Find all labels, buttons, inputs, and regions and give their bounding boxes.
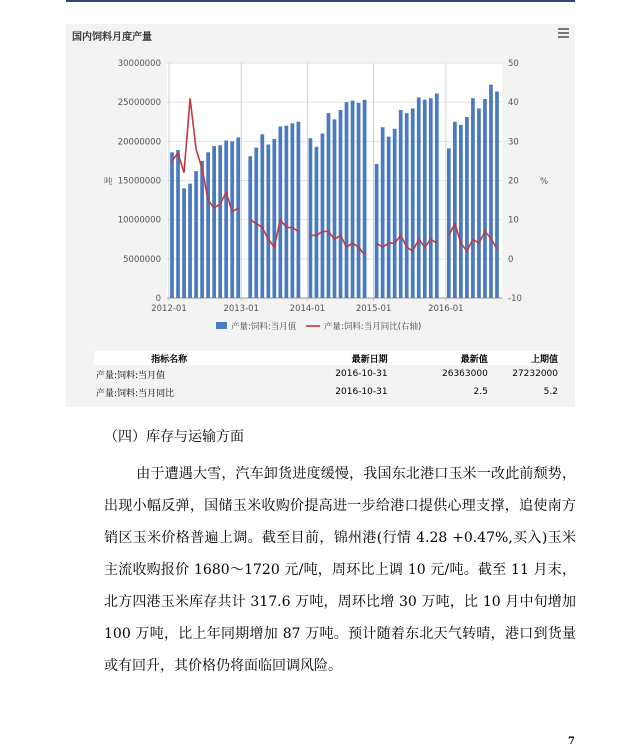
top-rule [66, 0, 575, 2]
bar-mark [393, 129, 397, 298]
bar-mark [327, 113, 331, 298]
bar-mark [248, 156, 252, 298]
cell-indicator-name: 产量:饲料:当月值 [96, 370, 166, 381]
y-left-tick-label: 10000000 [117, 215, 161, 226]
y-right-tick-label: 40 [508, 98, 519, 109]
bar-mark [182, 188, 186, 298]
panel-title: 国内饲料月度产量 [72, 32, 152, 43]
header-latest-value: 最新值 [390, 351, 490, 365]
bar-mark [381, 127, 385, 298]
header-previous-value: 上期值 [490, 351, 560, 365]
y-right-tick-label: 20 [508, 176, 519, 187]
y-left-tick-label: 15000000 [117, 176, 161, 187]
legend-line-label: 产量:饲料:当月同比(右轴) [324, 322, 422, 332]
page-number: 7 [568, 736, 575, 747]
cell-previous-value: 27232000 [512, 369, 558, 379]
chart-panel [66, 24, 575, 407]
bar-mark [188, 184, 192, 298]
bar-mark [200, 161, 204, 298]
bar-mark [315, 147, 319, 298]
bar-mark [429, 98, 433, 298]
cell-latest-date: 2016-10-31 [335, 369, 388, 379]
bar-mark [266, 144, 270, 298]
bar-mark [405, 113, 409, 298]
y-right-tick-label: 0 [508, 254, 514, 265]
bar-mark [278, 126, 282, 298]
bar-mark [363, 100, 367, 298]
legend-bar-swatch [216, 322, 227, 329]
y-left-axis-label: 吨 [104, 177, 113, 187]
bar-mark [260, 134, 264, 298]
x-tick-label: 2012-01 [151, 304, 187, 314]
legend [216, 321, 421, 332]
bar-mark [411, 108, 415, 298]
bar-mark [345, 102, 349, 298]
bar-mark [453, 122, 457, 298]
bar-mark [387, 137, 391, 298]
bar-mark [495, 91, 499, 298]
bar-mark [309, 138, 313, 298]
table-row [94, 365, 560, 383]
bar-mark [399, 110, 403, 298]
bar-mark [483, 99, 487, 298]
bar-mark [351, 101, 355, 298]
bar-mark [236, 137, 240, 298]
bar-mark [375, 164, 379, 298]
y-left-tick-label: 30000000 [117, 59, 161, 69]
bar-mark [291, 123, 295, 298]
header-indicator-name: 指标名称 [94, 351, 244, 365]
bar-mark [176, 150, 180, 298]
y-left-tick-label: 25000000 [117, 98, 161, 109]
header-latest-date: 最新日期 [244, 351, 389, 365]
chart-svg [66, 24, 575, 349]
y-right-tick-label: 30 [508, 137, 519, 148]
y-right-tick-label: 50 [508, 59, 519, 69]
y-right-tick-label: 10 [508, 215, 519, 226]
bar-mark [423, 100, 427, 298]
bar-mark [224, 141, 228, 298]
legend-bar-label: 产量:饲料:当月值 [231, 322, 297, 332]
stats-table [94, 351, 560, 401]
cell-indicator-name: 产量:饲料:当月同比 [96, 388, 175, 399]
bar-mark [194, 171, 198, 298]
y-left-tick-label: 5000000 [123, 254, 161, 265]
bar-mark [357, 103, 361, 298]
cell-previous-value: 5.2 [543, 387, 558, 397]
y-left-tick-label: 20000000 [117, 137, 161, 148]
bar-mark [489, 85, 493, 298]
bar-mark [206, 152, 210, 298]
bar-mark [333, 119, 337, 298]
bar-mark [447, 148, 451, 298]
x-tick-label: 2015-01 [355, 304, 392, 314]
table-header-row [94, 351, 560, 365]
bar-mark [297, 122, 301, 298]
bar-mark [465, 117, 469, 298]
bar-mark [170, 152, 174, 298]
x-tick-label: 2014-01 [289, 304, 326, 314]
paragraph-text: 由于遭遇大雪，汽车卸货进度缓慢，我国东北港口玉米一改此前颓势，出现小幅反弹，国储玉米收购价提高进一步给港口提供心理支撑，追使南方销区玉米价格普遍上调。截至目前，锦州港(行情 4.28 +0.47%,买入)玉米主流收购报价 1680～1720 元/吨，周环比上调 10 元/吨。截至 11 月末，北方四港玉米库存共计 317.6 万吨，周环比增 30 万吨，比 10 月中旬增加 100 万吨，比上年同期增加 87 万吨。预计随着东北天气转晴，港口到货量或有回升，其价格仍将面临回调风险。 [104, 466, 576, 674]
section-heading: （四）库存与运输方面 [104, 429, 244, 445]
bar-mark [435, 94, 439, 298]
bar-mark [339, 110, 343, 298]
x-tick-label: 2016-01 [428, 304, 464, 314]
y-right-tick-label: -10 [508, 294, 522, 304]
y-left-tick-label: 0 [155, 294, 161, 304]
bar-mark [284, 126, 288, 298]
cell-latest-value: 2.5 [473, 387, 488, 397]
bar-mark [477, 108, 481, 298]
bar-mark [417, 97, 421, 298]
body-paragraph [104, 458, 576, 682]
table-row [94, 383, 560, 401]
bar-mark [218, 145, 222, 298]
bar-mark [212, 146, 216, 298]
bar-mark [471, 98, 475, 298]
x-tick-label: 2013-01 [223, 304, 259, 314]
bar-mark [459, 125, 463, 298]
y-right-axis-label: % [540, 177, 549, 187]
bar-mark [321, 134, 325, 299]
bar-mark [230, 141, 234, 298]
cell-latest-value: 26363000 [442, 369, 488, 379]
cell-latest-date: 2016-10-31 [335, 387, 388, 397]
bar-mark [272, 139, 276, 298]
